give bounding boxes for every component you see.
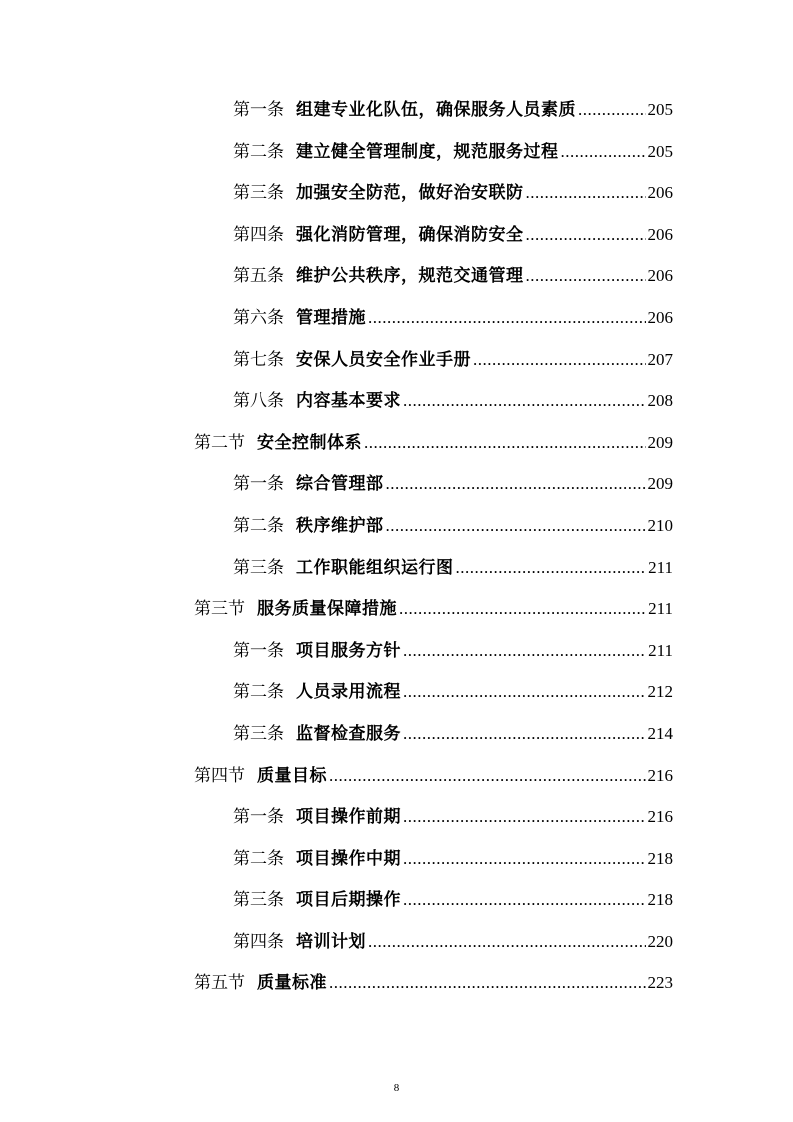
toc-dot-leader [329,962,646,1004]
toc-entry-number: 第八条 [233,391,284,412]
toc-entry-page: 212 [647,682,673,702]
toc-entry-number: 第三节 [194,599,245,620]
toc-section-entry[interactable] [0,755,793,797]
toc-entry-title: 质量目标 [257,765,327,786]
toc-entry[interactable] [0,671,793,713]
toc-entry[interactable] [0,505,793,547]
toc-entry-number: 第五条 [233,266,284,287]
toc-entry-number: 第一条 [233,100,284,120]
toc-dot-leader [368,921,646,963]
toc-entry-page: 207 [647,349,673,369]
toc-entry-page: 209 [647,474,673,494]
toc-entry-title: 服务质量保障措施 [257,599,397,620]
toc-entry-title: 安保人员安全作业手册 [296,349,471,370]
toc-dot-leader [403,630,646,672]
toc-dot-leader [364,422,646,464]
toc-entry-title: 维护公共秩序，规范交通管理 [296,266,524,287]
toc-entry-page: 216 [647,765,673,785]
toc-entry-page: 211 [648,599,673,619]
toc-entry[interactable] [0,630,793,672]
toc-dot-leader [403,713,646,755]
toc-dot-leader [403,671,646,713]
toc-entry-page: 216 [647,807,673,827]
toc-entry-title: 内容基本要求 [296,391,401,412]
toc-dot-leader [561,131,646,173]
toc-entry-title: 综合管理部 [296,474,384,495]
toc-entry[interactable] [0,339,793,381]
toc-dot-leader [329,755,646,797]
toc-section-entry[interactable] [0,422,793,464]
toc-dot-leader [399,588,646,630]
toc-entry[interactable] [0,713,793,755]
toc-entry-page: 214 [647,723,673,743]
toc-entry[interactable] [0,380,793,422]
toc-entry-number: 第三条 [233,890,284,911]
toc-entry-page: 209 [647,432,673,452]
toc-entry-number: 第二条 [233,848,284,869]
toc-entry-title: 项目后期操作 [296,890,401,911]
toc-entry-number: 第三条 [233,557,284,578]
toc-entry[interactable] [0,89,793,131]
toc-entry-page: 210 [647,515,673,535]
toc-entry[interactable] [0,796,793,838]
toc-entry-number: 第七条 [233,349,284,370]
toc-entry[interactable] [0,879,793,921]
page-number: 8 [393,1082,400,1094]
toc-entry-page: 206 [647,307,673,327]
toc-entry-title: 组建专业化队伍，确保服务人员素质 [296,100,576,120]
toc-entry-title: 项目服务方针 [296,640,401,661]
toc-entry-number: 第六条 [233,307,284,328]
toc-dot-leader [578,89,646,131]
toc-entry-number: 第二节 [194,432,245,453]
toc-dot-leader [403,838,646,880]
toc-entry-title: 项目操作中期 [296,848,401,869]
toc-entry-number: 第四条 [233,931,284,952]
toc-entry-number: 第二条 [233,141,284,162]
toc-entry-title: 加强安全防范，做好治安联防 [296,183,524,204]
toc-entry-page: 206 [647,224,673,244]
toc-dot-leader [368,297,646,339]
toc-entry-number: 第一条 [233,474,284,495]
toc-dot-leader [526,172,646,214]
toc-entry-page: 205 [647,141,673,161]
toc-dot-leader [526,214,646,256]
toc-entry-title: 人员录用流程 [296,682,401,703]
toc-entry-title: 项目操作前期 [296,807,401,828]
toc-dot-leader [386,463,646,505]
toc-entry-page: 218 [647,890,673,910]
toc-dot-leader [456,547,647,589]
toc-entry[interactable] [0,547,793,589]
toc-entry[interactable] [0,172,793,214]
toc-entry-number: 第三条 [233,723,284,744]
toc-entry-title: 工作职能组织运行图 [296,557,454,578]
toc-entry-number: 第四条 [233,224,284,245]
toc-entry-number: 第二条 [233,682,284,703]
toc-entry-page: 211 [648,557,673,577]
toc-entry[interactable] [0,838,793,880]
toc-entry-title: 培训计划 [296,931,366,952]
toc-section-entry[interactable] [0,962,793,1004]
toc-entry-page: 218 [647,848,673,868]
toc-entry[interactable] [0,255,793,297]
toc-entry-title: 安全控制体系 [257,432,362,453]
toc-entry-page: 206 [647,266,673,286]
toc-dot-leader [526,255,646,297]
toc-entry-title: 管理措施 [296,307,366,328]
table-of-contents [0,89,793,1004]
toc-entry-page: 220 [647,931,673,951]
toc-entry-number: 第四节 [194,765,245,786]
toc-entry-number: 第一条 [233,640,284,661]
toc-entry[interactable] [0,463,793,505]
toc-entry-title: 监督检查服务 [296,723,401,744]
toc-dot-leader [403,879,646,921]
toc-dot-leader [386,505,646,547]
toc-entry[interactable] [0,297,793,339]
toc-entry-title: 秩序维护部 [296,515,384,536]
toc-dot-leader [403,796,646,838]
toc-entry-number: 第一条 [233,807,284,828]
toc-entry[interactable] [0,921,793,963]
toc-entry-number: 第五节 [194,973,245,994]
toc-entry[interactable] [0,214,793,256]
toc-entry-page: 223 [647,973,673,993]
toc-section-entry[interactable] [0,588,793,630]
toc-entry-title: 质量标准 [257,973,327,994]
toc-entry-number: 第二条 [233,515,284,536]
toc-entry-page: 206 [647,183,673,203]
toc-entry-page: 211 [648,640,673,660]
toc-entry-page: 208 [647,391,673,411]
toc-entry-title: 强化消防管理，确保消防安全 [296,224,524,245]
toc-entry-title: 建立健全管理制度，规范服务过程 [296,141,559,162]
toc-dot-leader [473,339,646,381]
toc-entry-number: 第三条 [233,183,284,204]
toc-entry[interactable] [0,131,793,173]
toc-entry-page: 205 [647,100,673,119]
toc-dot-leader [403,380,646,422]
